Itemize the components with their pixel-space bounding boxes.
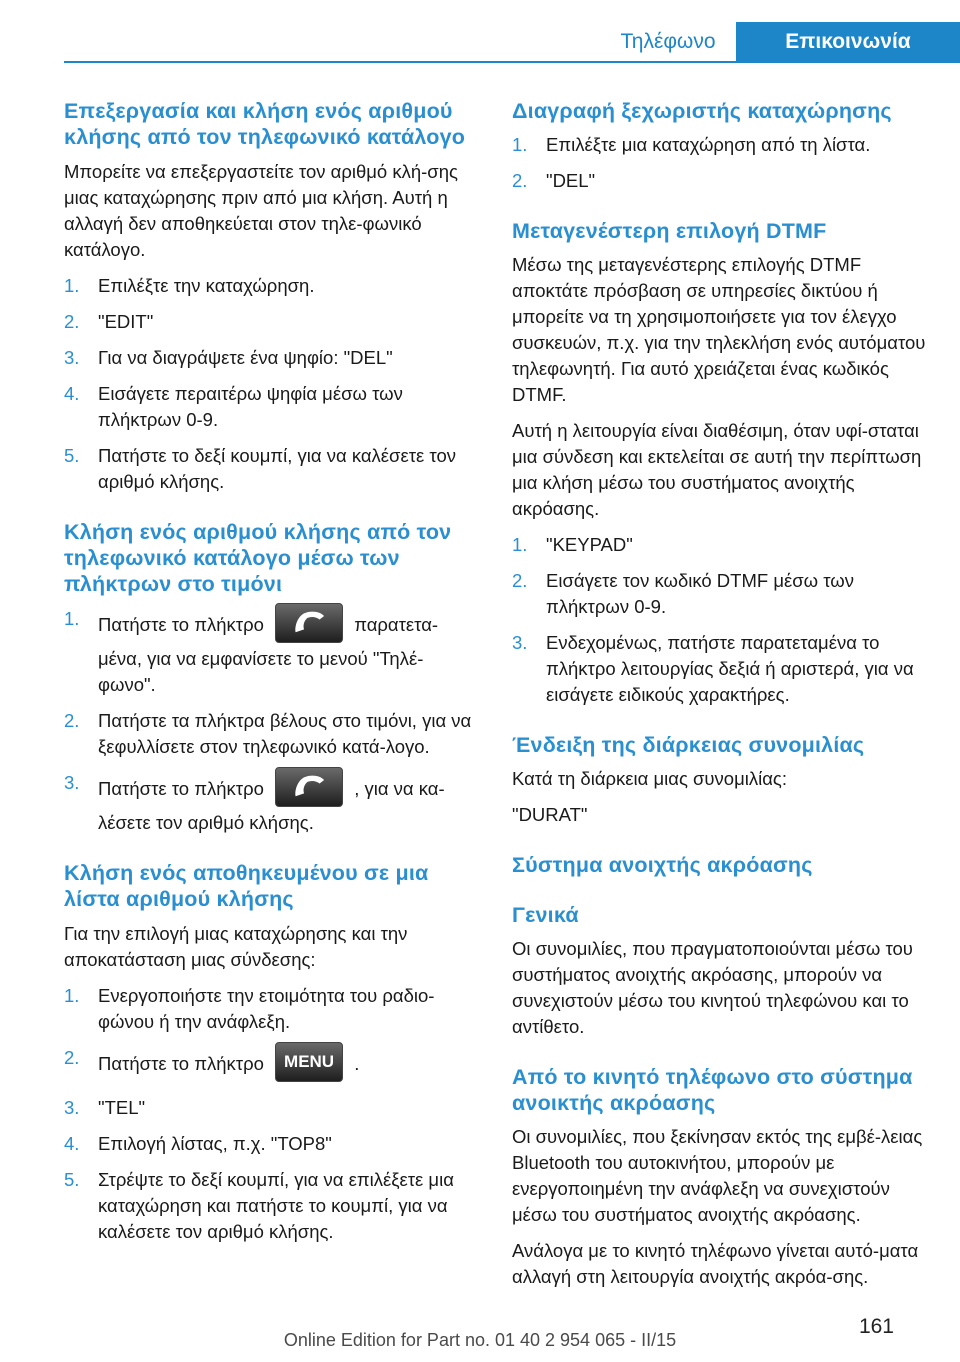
section-paragraph: Οι συνομιλίες, που ξεκίνησαν εκτός της εμβέ‐λειας Bluetooth του αυτοκινήτου, μπορούν με ενεργοποιημένη την ανάφλεξη να συνεχιστούν μέσω του συστήματος ανοιχτής ακρόασης.	[512, 1126, 923, 1225]
section-title-edit-call: Επεξεργασία και κλήση ενός αριθμού κλήσης από τον τηλεφωνικό κατάλογο	[64, 99, 466, 149]
list-item	[512, 168, 926, 194]
step-number: 4.	[64, 383, 80, 404]
list-item	[512, 568, 926, 620]
step-number: 5.	[64, 1169, 80, 1190]
phone-key-icon	[275, 767, 343, 807]
step-text: Για να διαγράψετε ένα ψηφίο: "DEL"	[98, 347, 393, 368]
section-title-call-duration: Ένδειξη της διάρκειας συνομιλίας	[512, 733, 865, 757]
step-text: "TEL"	[98, 1097, 146, 1118]
section-paragraph: Ανάλογα με το κινητό τηλέφωνο γίνεται αυτό‐ματα αλλαγή στη λειτουργία ανοιχτής ακρόα‐σης.	[512, 1240, 919, 1287]
section-title-steering-wheel-call: Κλήση ενός αριθμού κλήσης από τον τηλεφωνικό κατάλογο μέσω των πλήκτρων στο τιμόνι	[64, 520, 452, 596]
steps-list-stored	[64, 983, 474, 1245]
left-column	[64, 98, 474, 1259]
list-item	[64, 1045, 474, 1085]
step-number: 1.	[512, 534, 528, 555]
step-text: , για να κα‐λέσετε τον αριθμό κλήσης.	[98, 777, 445, 833]
section-paragraph: Κατά τη διάρκεια μιας συνομιλίας:	[512, 768, 787, 789]
section-title-phone-to-hands-free: Από το κινητό τηλέφωνο στο σύστημα ανοικτής ακρόασης	[512, 1065, 913, 1115]
step-number: 1.	[64, 985, 80, 1006]
list-item	[64, 770, 474, 836]
list-item	[64, 1095, 474, 1121]
step-text: Ενεργοποιήστε την ετοιμότητα του ραδιο‐φώνου ή την ανάφλεξη.	[98, 985, 435, 1032]
step-text: Πατήστε το πλήκτρο	[98, 777, 264, 799]
section-paragraph: Οι συνομιλίες, που πραγματοποιούνται μέσω του συστήματος ανοιχτής ακρόασης, μπορούν να συνεχιστούν μέσω του κινητού τηλεφώνου και το αντίθετο.	[512, 938, 913, 1037]
step-text: παρατετα‐μένα, για να εμφανίσετε το μενού "Τηλέ‐φωνο".	[98, 613, 439, 695]
list-item	[64, 309, 474, 335]
section-title-general: Γενικά	[512, 903, 579, 927]
list-item	[64, 708, 474, 760]
edition-footer: Online Edition for Part no. 01 40 2 954 065 - II/15	[283, 1330, 677, 1350]
step-text: "KEYPAD"	[546, 534, 633, 555]
step-text: Επιλέξτε την καταχώρηση.	[98, 275, 315, 296]
step-text: Εισάγετε τον κωδικό DTMF μέσω των πλήκτρων 0‑9.	[546, 570, 854, 617]
step-text: Πατήστε το δεξί κουμπί, για να καλέσετε τον αριθμό κλήσης.	[98, 445, 457, 492]
step-number: 3.	[64, 1097, 80, 1118]
menu-key-icon: MENU	[275, 1042, 343, 1082]
steps-list-steering	[64, 606, 474, 836]
list-item	[64, 983, 474, 1035]
step-number: 5.	[64, 445, 80, 466]
right-column	[512, 98, 926, 1300]
list-item	[64, 381, 474, 433]
step-number: 2.	[64, 311, 80, 332]
section-title-hands-free: Σύστημα ανοιχτής ακρόασης	[512, 853, 813, 877]
step-number: 2.	[512, 170, 528, 191]
list-item	[64, 606, 474, 698]
step-number: 2.	[64, 710, 80, 731]
list-item	[64, 1131, 474, 1157]
list-item	[64, 443, 474, 495]
section-title-delete-entry: Διαγραφή ξεχωριστής καταχώρησης	[512, 99, 892, 123]
tab-communication[interactable]: Επικοινωνία	[736, 22, 960, 62]
section-paragraph: Μέσω της μεταγενέστερης επιλογής DTMF αποκτάτε πρόσβαση σε υπηρεσίες δικτύου ή μπορείτε να τη χρησιμοποιήσετε για τον έλεγχο συσκευών, π.χ. για την τηλεκλήση ενός αυτόματου τηλεφωνητή. Για αυτό χρειάζεται ένας κωδικός DTMF.	[512, 254, 926, 405]
step-text: Στρέψτε το δεξί κουμπί, για να επιλέξετε μια καταχώρηση και πατήστε το κουμπί, για να καλέσετε τον αριθμό κλήσης.	[98, 1169, 454, 1242]
step-text: Επιλογή λίστας, π.χ. "TOP8"	[98, 1133, 332, 1154]
step-text: Ενδεχομένως, πατήστε παρατεταμένα το πλήκτρο λειτουργίας δεξιά ή αριστερά, για να εισάγετε ειδικούς χαρακτήρες.	[546, 632, 914, 705]
list-item	[64, 345, 474, 371]
list-item	[512, 132, 926, 158]
list-item	[512, 630, 926, 708]
step-text: .	[354, 1052, 360, 1074]
list-item	[512, 532, 926, 558]
list-item	[64, 1167, 474, 1245]
step-text: Πατήστε το πλήκτρο	[98, 1052, 264, 1074]
section-paragraph: Αυτή η λειτουργία είναι διαθέσιμη, όταν υφί‐σταται μια σύνδεση και εκτελείται σε αυτή την περίπτωση μια κλήση μέσω του συστήματος ανοιχτής ακρόασης.	[512, 420, 922, 519]
step-number: 3.	[512, 632, 528, 653]
tab-phone[interactable]: Τηλέφωνο	[620, 30, 716, 53]
phone-key-icon	[275, 603, 343, 643]
section-paragraph: Για την επιλογή μιας καταχώρησης και την αποκατάσταση μιας σύνδεσης:	[64, 923, 408, 970]
step-text: "EDIT"	[98, 311, 154, 332]
section-paragraph: Μπορείτε να επεξεργαστείτε τον αριθμό κλή‐σης μιας καταχώρησης πριν από μια κλήση. Αυτή η αλλαγή δεν αποθηκεύεται στον τηλε‐φωνικό κατάλογο.	[64, 161, 458, 260]
step-number: 1.	[64, 608, 80, 629]
step-number: 3.	[64, 772, 80, 793]
header-rule	[64, 61, 960, 63]
steps-list-edit	[64, 273, 474, 495]
steps-list-delete	[512, 132, 926, 194]
section-title-dtmf: Μεταγενέστερη επιλογή DTMF	[512, 219, 827, 243]
step-text: Πατήστε το πλήκτρο	[98, 613, 264, 635]
step-number: 3.	[64, 347, 80, 368]
list-item	[64, 273, 474, 299]
step-number: 1.	[512, 134, 528, 155]
steps-list-dtmf	[512, 532, 926, 708]
step-number: 2.	[512, 570, 528, 591]
step-text: Πατήστε τα πλήκτρα βέλους στο τιμόνι, για να ξεφυλλίσετε στον τηλεφωνικό κατά‐λογο.	[98, 710, 472, 757]
step-number: 4.	[64, 1133, 80, 1154]
step-text: "DEL"	[546, 170, 596, 191]
step-text: Εισάγετε περαιτέρω ψηφία μέσω των πλήκτρων 0‑9.	[98, 383, 403, 430]
step-number: 2.	[64, 1047, 80, 1068]
section-title-stored-list-call: Κλήση ενός αποθηκευμένου σε μια λίστα αριθμού κλήσης	[64, 861, 429, 911]
step-number: 1.	[64, 275, 80, 296]
section-paragraph: "DURAT"	[512, 804, 588, 825]
page-number: 161	[858, 1315, 894, 1338]
step-text: Επιλέξτε μια καταχώρηση από τη λίστα.	[546, 134, 871, 155]
